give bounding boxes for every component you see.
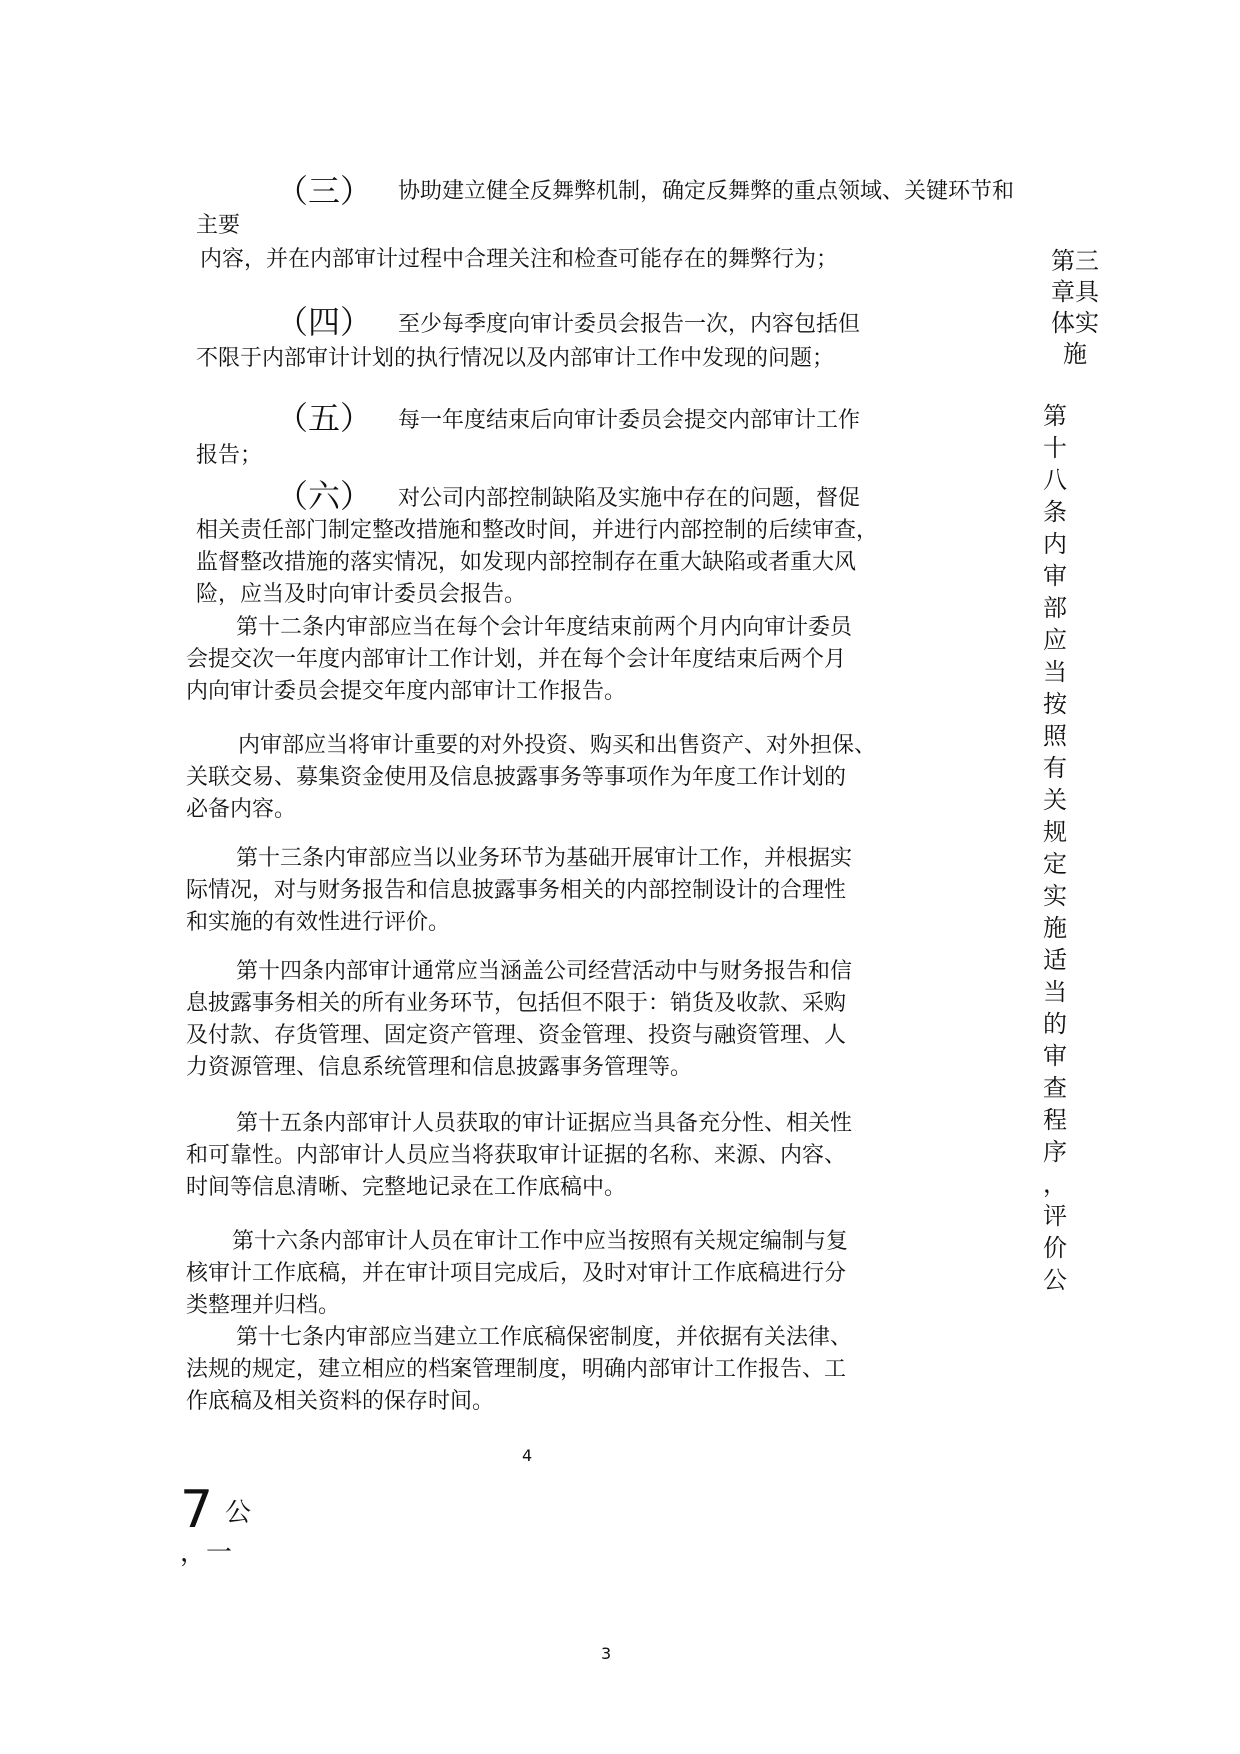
vertical-char: 适 — [1043, 946, 1067, 974]
item-6-number: （六） — [276, 477, 373, 515]
vertical-char: 有 — [1043, 754, 1067, 782]
article-14-line-1: 第十四条内部审计通常应当涵盖公司经营活动中与财务报告和信 — [236, 959, 853, 984]
chapter-heading-line: 章具 — [1051, 278, 1099, 306]
item-4-number: （四） — [276, 303, 373, 341]
chapter-heading-line: 施 — [1063, 340, 1087, 368]
annual-plan-line-3: 必备内容。 — [186, 797, 297, 822]
item-5-line-2: 报告； — [196, 443, 263, 468]
vertical-char: 八 — [1043, 466, 1067, 494]
inner-page-number: 4 — [522, 1446, 533, 1465]
vertical-char: 关 — [1043, 786, 1067, 814]
item-3-line-1: 协助建立健全反舞弊机制，确定反舞弊的重点领域、关键环节和 — [398, 179, 1015, 204]
item-4-line-1: 至少每季度向审计委员会报告一次，内容包括但 — [398, 312, 861, 337]
article-15-line-3: 时间等信息清晰、完整地记录在工作底稿中。 — [186, 1175, 627, 1200]
item-4-line-2: 不限于内部审计计划的执行情况以及内部审计工作中发现的问题； — [196, 346, 835, 371]
vertical-char: 施 — [1043, 914, 1067, 942]
vertical-char: 审 — [1043, 562, 1067, 590]
item-3-line-3: 内容，并在内部审计过程中合理关注和检查可能存在的舞弊行为； — [200, 247, 839, 272]
vertical-char: 部 — [1043, 594, 1067, 622]
item-6-line-3: 监督整改措施的落实情况，如发现内部控制存在重大缺陷或者重大风 — [196, 550, 857, 575]
chapter-heading-line: 体实 — [1051, 309, 1099, 337]
vertical-char: 照 — [1043, 722, 1067, 750]
article-18-vertical — [1035, 400, 1075, 1296]
vertical-char: ， — [1043, 1170, 1067, 1198]
item-5-line-1: 每一年度结束后向审计委员会提交内部审计工作 — [398, 408, 861, 433]
vertical-char: 查 — [1043, 1074, 1067, 1102]
item-6-line-2: 相关责任部门制定整改措施和整改时间，并进行内部控制的后续审查， — [196, 518, 879, 543]
article-14-line-4: 力资源管理、信息系统管理和信息披露事务管理等。 — [186, 1055, 693, 1080]
annual-plan-line-1: 内审部应当将审计重要的对外投资、购买和出售资产、对外担保、 — [238, 733, 877, 758]
vertical-char: 程 — [1043, 1106, 1067, 1134]
article-15-line-1: 第十五条内部审计人员获取的审计证据应当具备充分性、相关性 — [236, 1111, 853, 1136]
article-15-line-2: 和可靠性。内部审计人员应当将获取审计证据的名称、来源、内容、 — [186, 1143, 847, 1168]
item-3-number: （三） — [276, 172, 373, 210]
item-6-line-1: 对公司内部控制缺陷及实施中存在的问题，督促 — [398, 486, 861, 511]
vertical-char: 规 — [1043, 818, 1067, 846]
vertical-char: 内 — [1043, 530, 1067, 558]
article-17-line-1: 第十七条内审部应当建立工作底稿保密制度，并依据有关法律、 — [236, 1325, 853, 1350]
article-13-line-3: 和实施的有效性进行评价。 — [186, 910, 451, 935]
article-16-line-2: 核审计工作底稿，并在审计项目完成后，及时对审计工作底稿进行分 — [186, 1261, 847, 1286]
article-12-line-3: 内向审计委员会提交年度内部审计工作报告。 — [186, 679, 627, 704]
vertical-char: 公 — [1043, 1266, 1067, 1294]
article-17-line-3: 作底稿及相关资料的保存时间。 — [186, 1389, 495, 1414]
article-16-line-3: 类整理并归档。 — [186, 1293, 341, 1318]
vertical-char: 价 — [1043, 1234, 1067, 1262]
vertical-char: 当 — [1043, 978, 1067, 1006]
vertical-char: 第 — [1043, 402, 1067, 430]
fragment-line: ，一 — [180, 1538, 233, 1568]
article-12-line-1: 第十二条内审部应当在每个会计年度结束前两个月内向审计委员 — [236, 615, 853, 640]
vertical-char: 定 — [1043, 850, 1067, 878]
vertical-char: 序 — [1043, 1138, 1067, 1166]
chapter-heading — [1040, 246, 1110, 370]
item-6-line-4: 险，应当及时向审计委员会报告。 — [196, 582, 527, 607]
article-12-line-2: 会提交次一年度内部审计工作计划，并在每个会计年度结束后两个月 — [186, 647, 847, 672]
vertical-char: 条 — [1043, 498, 1067, 526]
article-14-line-3: 及付款、存货管理、固定资产管理、资金管理、投资与融资管理、人 — [186, 1023, 847, 1048]
item-3-line-2: 主要 — [196, 213, 241, 238]
vertical-char: 按 — [1043, 690, 1067, 718]
vertical-char: 审 — [1043, 1042, 1067, 1070]
article-16-line-1: 第十六条内部审计人员在审计工作中应当按照有关规定编制与复 — [232, 1229, 849, 1254]
fragment-large-number: 7 — [180, 1480, 214, 1540]
page-number: 3 — [601, 1644, 612, 1663]
vertical-char: 应 — [1043, 626, 1067, 654]
vertical-char: 当 — [1043, 658, 1067, 686]
annual-plan-line-2: 关联交易、募集资金使用及信息披露事务等事项作为年度工作计划的 — [186, 765, 847, 790]
item-5-number: （五） — [276, 399, 373, 437]
article-13-line-1: 第十三条内审部应当以业务环节为基础开展审计工作，并根据实 — [236, 846, 853, 871]
vertical-char: 十 — [1043, 434, 1067, 462]
vertical-char: 的 — [1043, 1010, 1067, 1038]
article-13-line-2: 际情况，对与财务报告和信息披露事务相关的内部控制设计的合理性 — [186, 878, 847, 903]
article-14-line-2: 息披露事务相关的所有业务环节，包括但不限于：销货及收款、采购 — [186, 991, 847, 1016]
vertical-char: 实 — [1043, 882, 1067, 910]
chapter-heading-line: 第三 — [1051, 247, 1099, 275]
fragment-char: 公 — [225, 1498, 252, 1528]
vertical-char: 评 — [1043, 1202, 1067, 1230]
article-17-line-2: 法规的规定，建立相应的档案管理制度，明确内部审计工作报告、工 — [186, 1357, 847, 1382]
